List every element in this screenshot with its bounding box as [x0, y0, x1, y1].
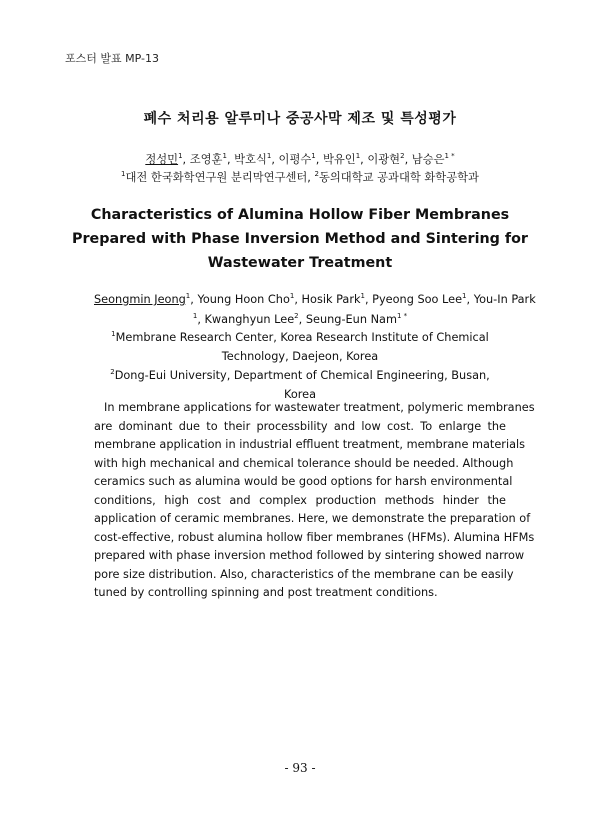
english-author: You-In Park [473, 293, 536, 306]
korean-author-list [0, 151, 600, 167]
english-title [60, 203, 540, 275]
english-author: Hosik Park$^1$, [301, 292, 369, 306]
english-title-line: Characteristics of Alumina Hollow Fiber Membranes [90, 207, 510, 223]
english-author-continued: $^1$, [192, 312, 201, 326]
abstract-line: tuned by controlling spinning and post treatment conditions. [94, 586, 438, 599]
english-affiliation-1: $^1$Membrane Research Center, Korea Research Institute of Chemical [111, 330, 489, 344]
korean-author: 박유인$^1$, [322, 152, 368, 166]
english-author-list [94, 290, 536, 330]
english-title-line: Wastewater Treatment [207, 255, 393, 271]
korean-author: 남승은$^{1 *}$ [411, 152, 455, 166]
korean-author: 이광현$^2$, [367, 152, 412, 166]
page-number: - 93 - [284, 761, 316, 775]
abstract-line: application of ceramic membranes. Here, we demonstrate the preparation of [94, 512, 531, 525]
english-author: Pyeong Soo Lee$^1$, [372, 292, 471, 306]
korean-title: 폐수 처리용 알루미나 중공사막 제조 및 특성평가 [143, 111, 457, 127]
abstract-line: In membrane applications for wastewater treatment, polymeric membranes [104, 401, 535, 414]
korean-author: 정성민$^1$, [145, 152, 190, 166]
abstract-line: conditions, high cost and complex production methods hinder the [94, 493, 506, 507]
english-author: Kwanghyun Lee$^2$, [204, 312, 303, 326]
english-affiliation-2: $^2$Dong-Eui University, Department of Chemical Engineering, Busan, Korea [110, 368, 490, 401]
session-tag: 포스터 발표 MP-13 [65, 52, 159, 65]
korean-author: 조영훈$^1$, [189, 152, 235, 166]
korean-author: 박호식$^1$, [234, 152, 279, 166]
korean-affiliation-2: 동의대학교 공과대학 화학공학과 [318, 171, 479, 184]
abstract-line: are dominant due to their processbility and low cost. To enlarge the [94, 419, 506, 433]
abstract-body [94, 399, 535, 603]
abstract-line: ceramics such as alumina would be good options for harsh environmental [94, 475, 513, 488]
abstract-line: cost-effective, robust alumina hollow fiber membranes (HFMs). Alumina HFMs [94, 530, 535, 544]
korean-author: 이평수$^1$, [278, 152, 323, 166]
abstract-line: with high mechanical and chemical tolerance should be needed. Although [94, 456, 514, 470]
english-affiliation-1-cont: Technology, Daejeon, Korea [221, 350, 379, 363]
korean-affiliations: $^1$대전 한국화학연구원 분리막연구센터, $^2$동의대학교 공과대학 화학공학과 [121, 170, 479, 184]
korean-affiliation-1: 대전 한국화학연구원 분리막연구센터, [125, 171, 311, 184]
english-author: Young Hoon Cho$^1$, [197, 292, 298, 306]
english-affiliations [94, 328, 506, 404]
english-title-line: Prepared with Phase Inversion Method and Sintering for [72, 231, 528, 247]
english-author: Seung-Eun Nam$^{1 *}$ [305, 312, 408, 326]
abstract-line: prepared with phase inversion method followed by sintering showed narrow [94, 549, 525, 562]
english-author: Seongmin Jeong$^1$, [94, 292, 194, 306]
abstract-line: membrane application in industrial effluent treatment, membrane materials [94, 438, 526, 451]
abstract-line: pore size distribution. Also, characteristics of the membrane can be easily [94, 567, 514, 581]
